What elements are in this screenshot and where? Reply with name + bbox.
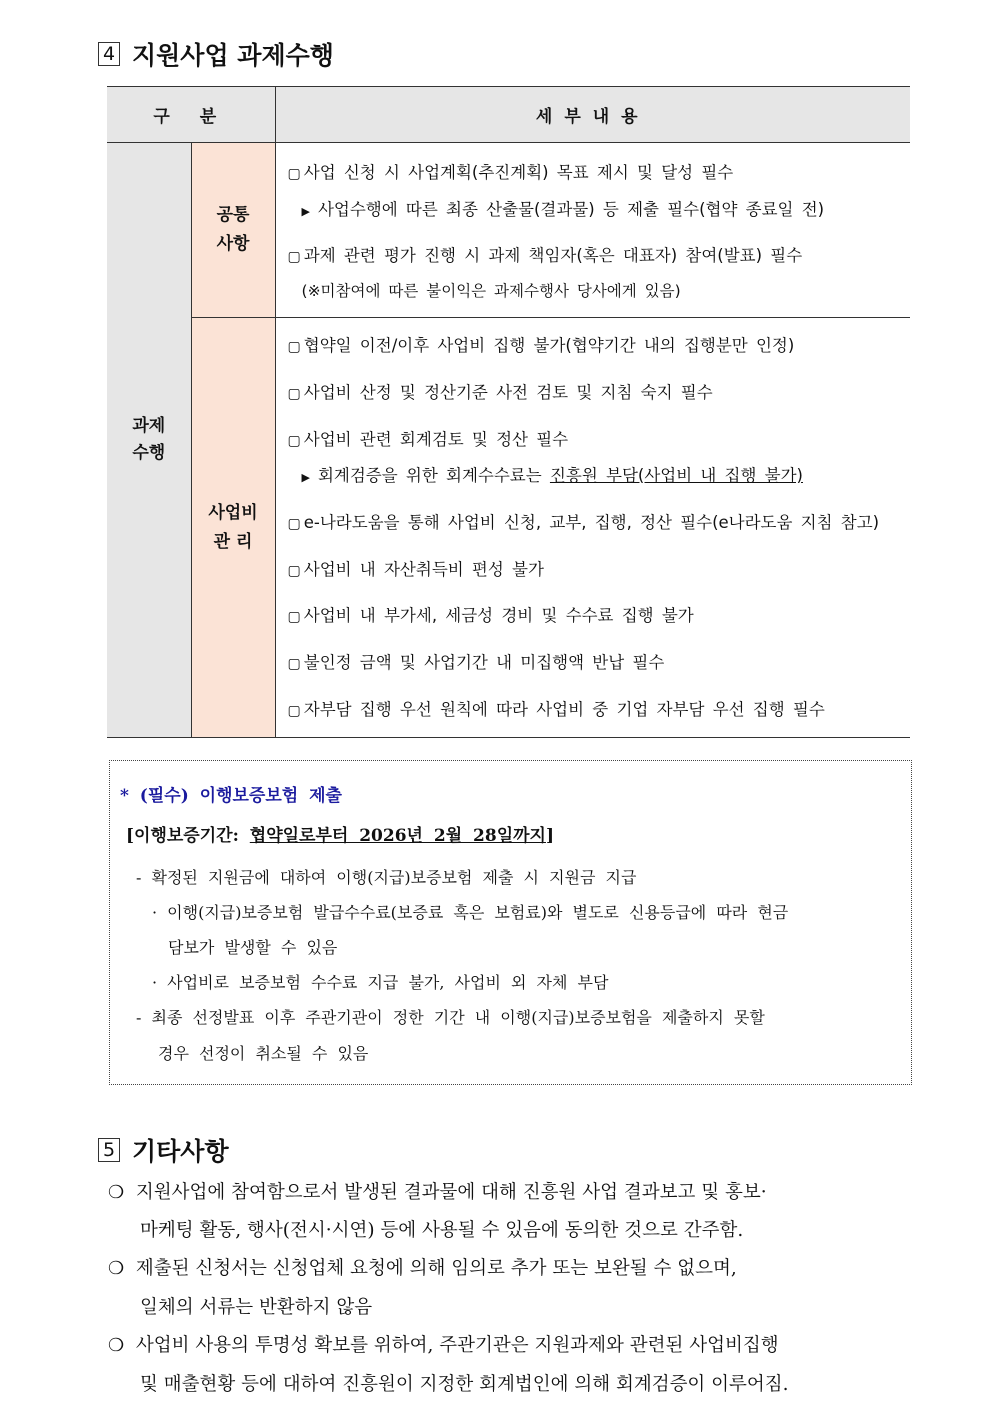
list-item: ▢ 과제 관련 평가 진행 시 과제 책임자(혹은 대표자) 참여(발표) 필수 xyxy=(287,246,803,265)
header-category: 구 분 xyxy=(107,87,275,143)
bullet-continuation: 및 매출현황 등에 대하여 진흥원이 지정한 회계법인에 의해 회계검증이 이루어짐. xyxy=(140,1374,789,1395)
bullet-item: ❍ 제출된 신청서는 신청업체 요청에 의해 임의로 추가 또는 보완될 수 없으며, xyxy=(108,1258,737,1279)
list-item: ▢ 사업비 산정 및 정산기준 사전 검토 및 지침 숙지 필수 xyxy=(287,383,713,402)
section-title: 기타사항 xyxy=(132,1137,229,1166)
subcategory-budget: 사업비 관 리 xyxy=(191,318,275,738)
header-details: 세부내용 xyxy=(275,87,910,143)
list-item: ▢ 협약일 이전/이후 사업비 집행 불가(협약기간 내의 집행분만 인정) xyxy=(287,336,795,355)
table-row xyxy=(107,143,910,318)
table-row xyxy=(107,318,910,738)
list-item: ▢ 불인정 금액 및 사업기간 내 미집행액 반납 필수 xyxy=(287,653,665,672)
bullet-continuation: 일체의 서류는 반환하지 않음 xyxy=(140,1297,373,1318)
circle-bullet-icon: ❍ xyxy=(108,1258,125,1279)
task-performance-table xyxy=(107,86,910,738)
list-item: ▢ e-나라도움을 통해 사업비 신청, 교부, 집행, 정산 필수(e나라도움 지침 참고) xyxy=(287,513,880,532)
list-item: ▢ 사업비 관련 회계검토 및 정산 필수 xyxy=(287,430,569,449)
circle-bullet-icon: ❍ xyxy=(108,1335,125,1356)
list-item: ▶ 사업수행에 따른 최종 산출물(결과물) 등 제출 필수(협약 종료일 전) xyxy=(301,200,825,219)
bullet-item: ❍ 지원사업에 참여함으로서 발생된 결과물에 대해 진흥원 사업 결과보고 및 홍보· xyxy=(108,1182,767,1203)
subcategory-common: 공통 사항 xyxy=(191,143,275,318)
list-item: ▢ 사업비 내 부가세, 세금성 경비 및 수수료 집행 불가 xyxy=(287,606,694,625)
bullet-item: ❍ 사업비 사용의 투명성 확보를 위하여, 주관기관은 지원과제와 관련된 사업비집행 xyxy=(108,1335,779,1356)
section-number-box: 4 xyxy=(98,42,120,66)
notice-line: · 사업비로 보증보험 수수료 지급 불가, 사업비 외 자체 부담 xyxy=(152,973,609,992)
note-text: (※미참여에 따른 불이익은 과제수행사 당사에게 있음) xyxy=(301,282,681,300)
notice-line: 담보가 발생할 수 있음 xyxy=(168,938,338,957)
insurance-notice-box xyxy=(109,760,912,1085)
underlined-text: 진흥원 부담(사업비 내 집행 불가) xyxy=(549,466,803,485)
section-5-heading xyxy=(98,1132,229,1168)
list-item: ▢ 자부담 집행 우선 원칙에 따라 사업비 중 기업 자부담 우선 집행 필수 xyxy=(287,700,825,719)
common-items xyxy=(275,143,910,318)
list-item: ▶ 회계검증을 위한 회계수수료는 진흥원 부담(사업비 내 집행 불가) xyxy=(301,466,803,485)
notice-period: [이행보증기간: 협약일로부터 2026년 2월 28일까지] xyxy=(126,826,555,846)
list-item: ▢ 사업 신청 시 사업계획(추진계획) 목표 제시 및 달성 필수 xyxy=(287,163,734,182)
section-number-box: 5 xyxy=(98,1138,120,1162)
category-cell: 과제 수행 xyxy=(107,143,191,738)
table-header-row xyxy=(107,87,910,143)
list-item: ▢ 사업비 내 자산취득비 편성 불가 xyxy=(287,560,544,579)
bullet-continuation: 마케팅 활동, 행사(전시·시연) 등에 사용될 수 있음에 동의한 것으로 간주함. xyxy=(140,1220,744,1241)
section-title: 지원사업 과제수행 xyxy=(132,41,334,70)
notice-title: * (필수) 이행보증보험 제출 xyxy=(120,786,342,806)
circle-bullet-icon: ❍ xyxy=(108,1182,125,1203)
section-4-heading xyxy=(98,36,334,72)
notice-line: - 확정된 지원금에 대하여 이행(지급)보증보험 제출 시 지원금 지급 xyxy=(136,868,637,887)
notice-line: · 이행(지급)보증보험 발급수수료(보증료 혹은 보험료)와 별도로 신용등급에 따라 현금 xyxy=(152,903,789,922)
notice-line: 경우 선정이 취소될 수 있음 xyxy=(158,1044,369,1063)
budget-items xyxy=(275,318,910,738)
notice-line: - 최종 선정발표 이후 주관기관이 정한 기간 내 이행(지급)보증보험을 제출하지 못할 xyxy=(136,1008,765,1027)
